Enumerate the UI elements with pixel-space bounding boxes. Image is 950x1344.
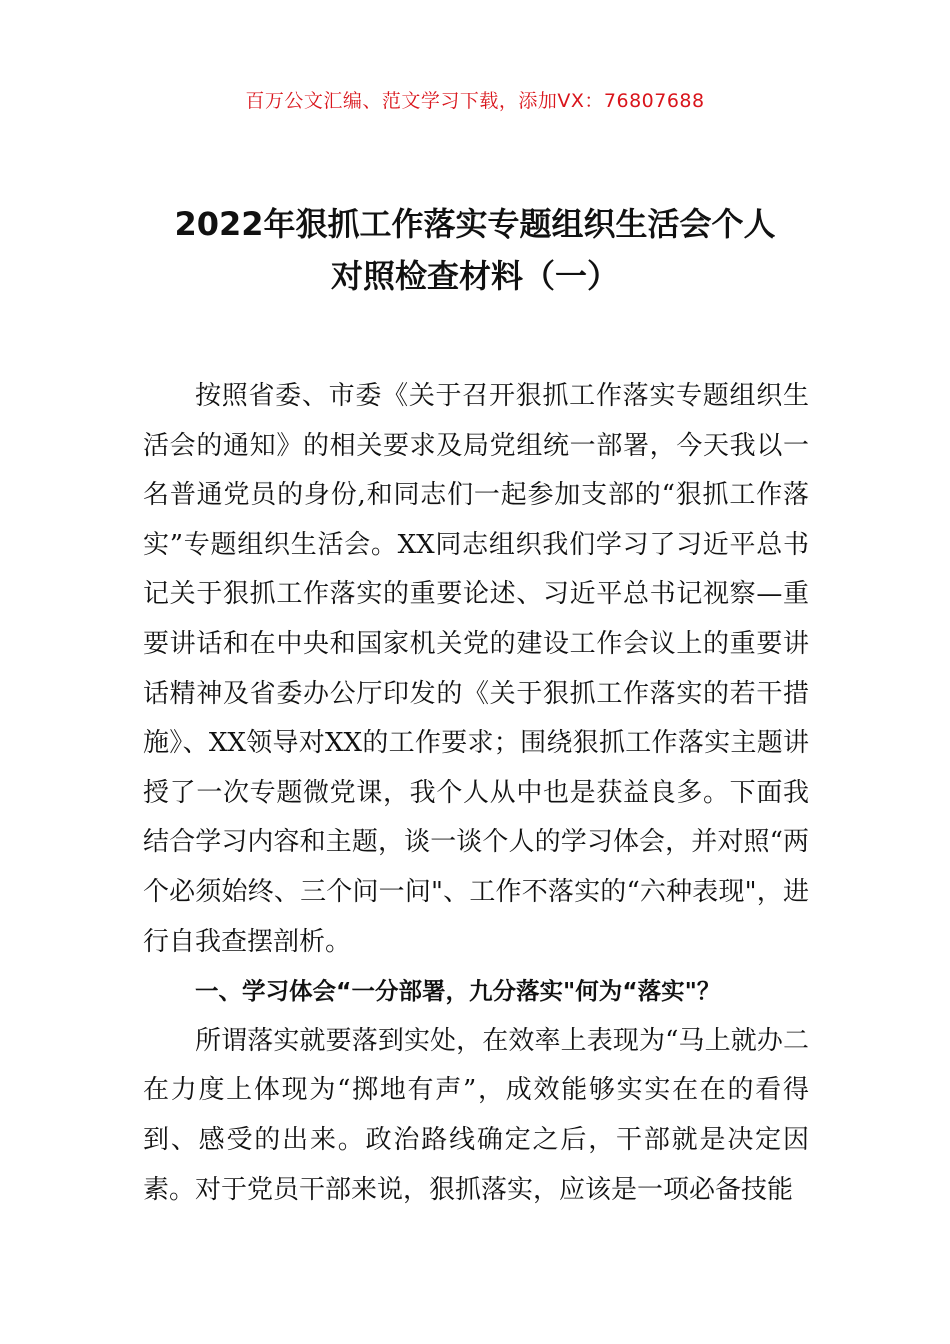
document-title-line-2: 对照检查材料（一） <box>330 257 619 295</box>
paragraph-intro: 按照省委、市委《关于召开狠抓工作落实专题组织生活会的通知》的相关要求及局党组统一部署，今天我以一名普通党员的身份,和同志们一起参加支部的“狠抓工作落实”专题组织生活会。XX同志组织我们学习了习近平总书记关于狠抓工作落实的重要论述、习近平总书记视察—重要讲话和在中央和国家机关党的建设工作会议上的重要讲话精神及省委办公厅印发的《关于狠抓工作落实的若干措施》、XX领导对XX的工作要求；围绕狠抓工作落实主题讲授了一次专题微党课，我个人从中也是获益良多。下面我结合学习内容和主题，谈一谈个人的学习体会，并对照“两个必须始终、三个问一问"、工作不落实的“六种表现"，进行自我查摆剖析。 <box>143 381 809 957</box>
document-title-line-1: 2022年狠抓工作落实专题组织生活会个人 <box>174 205 776 243</box>
paragraph-section-1: 所谓落实就要落到实处，在效率上表现为“马上就办二在力度上体现为“掷地有声”，成效能够实实在在的看得到、感受的出来。政治路线确定之后，干部就是决定因素。对于党员干部来说，狠抓落实，应该是一项必备技能 <box>143 1025 809 1205</box>
section-heading-1: 一、学习体会“一分部署，九分落实"何为“落实"？ <box>195 977 721 1006</box>
header-promo-note: 百万公文汇编、范文学习下载，添加VX：76807688 <box>245 90 705 112</box>
document-title <box>120 198 830 302</box>
document-body <box>143 372 809 1215</box>
